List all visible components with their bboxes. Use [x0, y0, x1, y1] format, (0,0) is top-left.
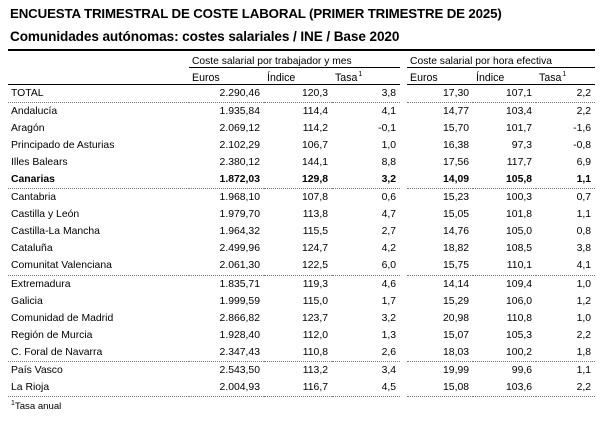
cell-index-per-month: 144,1	[301, 156, 328, 168]
column-group-gap	[400, 189, 407, 207]
column-group-gap	[400, 275, 407, 293]
cell-rate-per-hour: 1,0	[576, 312, 592, 324]
cell-index-per-month: 123,7	[301, 312, 328, 324]
cell-euros-per-month: 1.999,59	[219, 295, 260, 307]
row-label: Galicia	[11, 295, 43, 307]
cell-index-per-month: 107,8	[301, 192, 328, 204]
row-label: TOTAL	[8, 84, 189, 102]
cell-euros-per-hour: 19,99	[443, 365, 470, 376]
salary-cost-table	[8, 51, 595, 397]
row-label: Canarias	[8, 171, 189, 189]
cell-rate-per-hour: 2,2	[536, 379, 595, 397]
table-row	[8, 310, 595, 327]
table-column-header-row	[8, 67, 595, 84]
cell-euros-per-month: 1.872,03	[189, 171, 264, 189]
cell-euros-per-month: 1.835,71	[219, 278, 260, 290]
footnote-text: Tasa anual	[14, 401, 62, 413]
cell-euros-per-month: 1.935,84	[219, 105, 260, 117]
row-label: Illes Balears	[11, 156, 68, 168]
cell-euros-per-hour: 18,82	[443, 243, 470, 255]
cell-index-per-month: 115,5	[302, 226, 328, 238]
column-header-euros-1: Euros	[189, 67, 264, 84]
row-label: Castilla y León	[11, 209, 80, 221]
cell-rate-per-hour: 2,2	[576, 329, 592, 341]
row-label: Extremadura	[11, 278, 71, 290]
cell-euros-per-hour: 14,76	[443, 226, 470, 238]
cell-rate-per-month: 4,6	[381, 278, 397, 290]
cell-rate-per-hour: 1,1	[536, 171, 595, 189]
cell-rate-per-month: 6,0	[332, 257, 400, 275]
column-group-gap	[400, 344, 407, 362]
cell-index-per-hour: 110,8	[506, 312, 533, 324]
table-body	[8, 84, 595, 397]
table-row	[8, 84, 595, 102]
cell-euros-per-hour: 14,77	[443, 105, 470, 117]
table-row	[8, 120, 595, 137]
cell-euros-per-hour: 20,98	[443, 312, 470, 324]
cell-euros-per-hour: 15,08	[407, 379, 473, 397]
column-group-gap	[400, 154, 407, 171]
footnote-marker-icon: 1	[562, 70, 567, 78]
cell-rate-per-hour: 0,8	[576, 226, 592, 238]
cell-euros-per-month: 2.290,46	[189, 84, 264, 102]
page-subtitle: Comunidades autónomas: costes salariales / INE / Base 2020	[10, 29, 400, 44]
column-group-gap	[400, 171, 407, 189]
cell-rate-per-month: 4,1	[381, 105, 397, 117]
cell-euros-per-month: 2.380,12	[219, 156, 260, 168]
column-header-region	[8, 67, 189, 84]
table-row	[8, 257, 595, 275]
cell-index-per-hour: 97,3	[511, 139, 533, 151]
row-label: Castilla-La Mancha	[11, 226, 100, 238]
cell-euros-per-hour: 15,07	[443, 329, 470, 341]
table-row	[8, 362, 595, 380]
column-group-gap	[400, 257, 407, 275]
cell-index-per-hour: 103,4	[506, 105, 533, 117]
cell-index-per-hour: 106,0	[506, 295, 533, 307]
cell-euros-per-month: 1.979,70	[219, 209, 260, 221]
cell-euros-per-hour: 14,09	[407, 171, 473, 189]
cell-index-per-month: 115,0	[302, 295, 328, 307]
cell-rate-per-month: 8,8	[381, 156, 397, 168]
table-row	[8, 189, 595, 207]
column-group-gap	[400, 206, 407, 223]
cell-euros-per-hour: 17,56	[443, 156, 470, 168]
cell-euros-per-month: 2.866,82	[219, 312, 260, 324]
cell-rate-per-hour: 1,8	[536, 344, 595, 362]
cell-rate-per-hour: -1,6	[573, 122, 592, 134]
cell-index-per-month: 122,5	[264, 257, 332, 275]
cell-rate-per-month: 2,7	[381, 226, 397, 238]
cell-rate-per-month: 4,5	[332, 379, 400, 397]
cell-index-per-hour: 101,7	[506, 122, 533, 134]
row-label: Región de Murcia	[11, 329, 93, 341]
cell-index-per-month: 124,7	[301, 243, 328, 255]
row-label: Principado de Asturias	[11, 139, 115, 151]
cell-rate-per-month: 1,3	[381, 329, 397, 341]
table-row	[8, 102, 595, 120]
cell-rate-per-month: 4,2	[381, 243, 397, 255]
cell-index-per-hour: 109,4	[506, 278, 533, 290]
cell-index-per-month: 116,7	[264, 379, 332, 397]
table-row	[8, 293, 595, 310]
row-label: Andalucía	[11, 105, 58, 117]
cell-euros-per-month: 1.968,10	[219, 192, 260, 204]
cell-index-per-hour: 101,8	[506, 209, 533, 221]
cell-rate-per-month: 4,7	[381, 209, 397, 221]
column-header-gap	[400, 67, 407, 84]
cell-index-per-hour: 107,1	[473, 84, 536, 102]
cell-rate-per-hour: 3,8	[576, 243, 592, 255]
cell-euros-per-hour: 15,23	[443, 192, 470, 204]
group-header-per-worker-month: Coste salarial por trabajador y mes	[189, 51, 400, 67]
column-group-gap	[400, 293, 407, 310]
cell-euros-per-hour: 18,03	[407, 344, 473, 362]
group-header-spacer	[8, 51, 189, 67]
cell-euros-per-month: 2.102,29	[219, 139, 260, 151]
cell-rate-per-hour: 1,1	[576, 209, 592, 221]
column-group-gap	[400, 327, 407, 344]
cell-index-per-hour: 105,8	[473, 171, 536, 189]
table-row	[8, 171, 595, 189]
cell-index-per-hour: 100,2	[473, 344, 536, 362]
table-row	[8, 137, 595, 154]
row-label: C. Foral de Navarra	[8, 344, 189, 362]
column-group-gap	[400, 310, 407, 327]
table-footnote	[0, 397, 603, 412]
column-group-gap	[400, 240, 407, 257]
cell-rate-per-month: 0,6	[381, 192, 397, 204]
cell-index-per-month: 113,8	[302, 209, 328, 221]
cell-euros-per-hour: 15,70	[443, 122, 470, 134]
column-group-gap	[400, 379, 407, 397]
row-label: País Vasco	[11, 365, 63, 376]
cell-index-per-hour: 103,6	[473, 379, 536, 397]
cell-index-per-hour: 99,6	[511, 365, 533, 376]
column-group-gap	[400, 84, 407, 102]
footnote-marker: 1	[11, 400, 15, 407]
cell-rate-per-month: 2,6	[332, 344, 400, 362]
cell-euros-per-month: 2.499,96	[219, 243, 260, 255]
cell-euros-per-month: 2.347,43	[189, 344, 264, 362]
row-label: Cantabria	[11, 192, 57, 204]
cell-index-per-hour: 110,1	[473, 257, 536, 275]
cell-rate-per-hour: 6,9	[576, 156, 592, 168]
cell-rate-per-hour: 1,1	[576, 365, 592, 376]
column-header-indice-1: Índice	[264, 67, 332, 84]
cell-index-per-month: 106,7	[301, 139, 328, 151]
footnote-marker-icon: 1	[358, 70, 363, 78]
cell-euros-per-hour: 17,30	[407, 84, 473, 102]
table-row	[8, 344, 595, 362]
cell-index-per-month: 112,0	[302, 329, 328, 341]
column-header-indice-2: Índice	[473, 67, 536, 84]
row-label: Comunidad de Madrid	[11, 312, 114, 324]
column-header-tasa-2: Tasa$^1$	[536, 67, 595, 84]
cell-index-per-hour: 117,7	[506, 156, 533, 168]
cell-euros-per-hour: 15,29	[443, 295, 470, 307]
page-title: ENCUESTA TRIMESTRAL DE COSTE LABORAL (PRIMER TRIMESTRE DE 2025)	[10, 6, 502, 21]
table-row	[8, 327, 595, 344]
column-group-gap	[400, 102, 407, 120]
table-group-header-row	[8, 51, 595, 67]
table-row	[8, 240, 595, 257]
cell-rate-per-month: 3,2	[381, 312, 397, 324]
cell-rate-per-hour: 2,2	[576, 105, 592, 117]
cell-euros-per-month: 2.543,50	[219, 365, 260, 376]
cell-euros-per-month: 2.069,12	[219, 122, 260, 134]
cell-index-per-month: 119,3	[302, 278, 328, 290]
column-group-gap	[400, 223, 407, 240]
cell-index-per-hour: 105,3	[506, 329, 533, 341]
cell-index-per-month: 110,8	[264, 344, 332, 362]
column-group-gap	[400, 362, 407, 380]
row-label: Cataluña	[11, 243, 53, 255]
column-header-tasa-1: Tasa$^1$	[332, 67, 400, 84]
cell-index-per-hour: 108,5	[506, 243, 533, 255]
cell-euros-per-hour: 16,38	[443, 139, 470, 151]
cell-euros-per-month: 1.964,32	[219, 226, 260, 238]
cell-rate-per-hour: 2,2	[536, 84, 595, 102]
cell-rate-per-hour: -0,8	[573, 139, 592, 151]
cell-euros-per-month: 1.928,40	[219, 329, 260, 341]
cell-euros-per-month: 2.004,93	[189, 379, 264, 397]
row-label: Comunitat Valenciana	[8, 257, 189, 275]
row-label: La Rioja	[8, 379, 189, 397]
column-group-gap	[400, 137, 407, 154]
cell-rate-per-month: 3,4	[381, 365, 397, 376]
cell-index-per-hour: 105,0	[506, 226, 533, 238]
row-label: Aragón	[11, 122, 45, 134]
cell-index-per-month: 120,3	[264, 84, 332, 102]
group-header-per-effective-hour: Coste salarial por hora efectiva	[407, 51, 595, 67]
cell-rate-per-hour: 0,7	[576, 192, 592, 204]
table-row	[8, 206, 595, 223]
group-header-gap	[400, 51, 407, 67]
cell-euros-per-hour: 15,05	[443, 209, 470, 221]
column-group-gap	[400, 120, 407, 137]
cell-index-per-month: 114,2	[302, 122, 328, 134]
table-row	[8, 379, 595, 397]
cell-rate-per-month: 1,0	[381, 139, 397, 151]
cell-index-per-month: 113,2	[302, 365, 328, 376]
cell-rate-per-hour: 1,0	[576, 278, 592, 290]
table-row	[8, 223, 595, 240]
cell-rate-per-month: 3,2	[332, 171, 400, 189]
table-row	[8, 154, 595, 171]
cell-euros-per-hour: 14,14	[443, 278, 470, 290]
cell-index-per-month: 129,8	[264, 171, 332, 189]
cell-euros-per-month: 2.061,30	[189, 257, 264, 275]
cell-rate-per-month: -0,1	[378, 122, 397, 134]
cell-index-per-hour: 100,3	[506, 192, 533, 204]
cell-index-per-month: 114,4	[302, 105, 328, 117]
cell-rate-per-hour: 1,2	[576, 295, 592, 307]
cell-rate-per-hour: 4,1	[536, 257, 595, 275]
cell-rate-per-month: 3,8	[332, 84, 400, 102]
cell-euros-per-hour: 15,75	[407, 257, 473, 275]
table-row	[8, 275, 595, 293]
column-header-euros-2: Euros	[407, 67, 473, 84]
cell-rate-per-month: 1,7	[381, 295, 397, 307]
